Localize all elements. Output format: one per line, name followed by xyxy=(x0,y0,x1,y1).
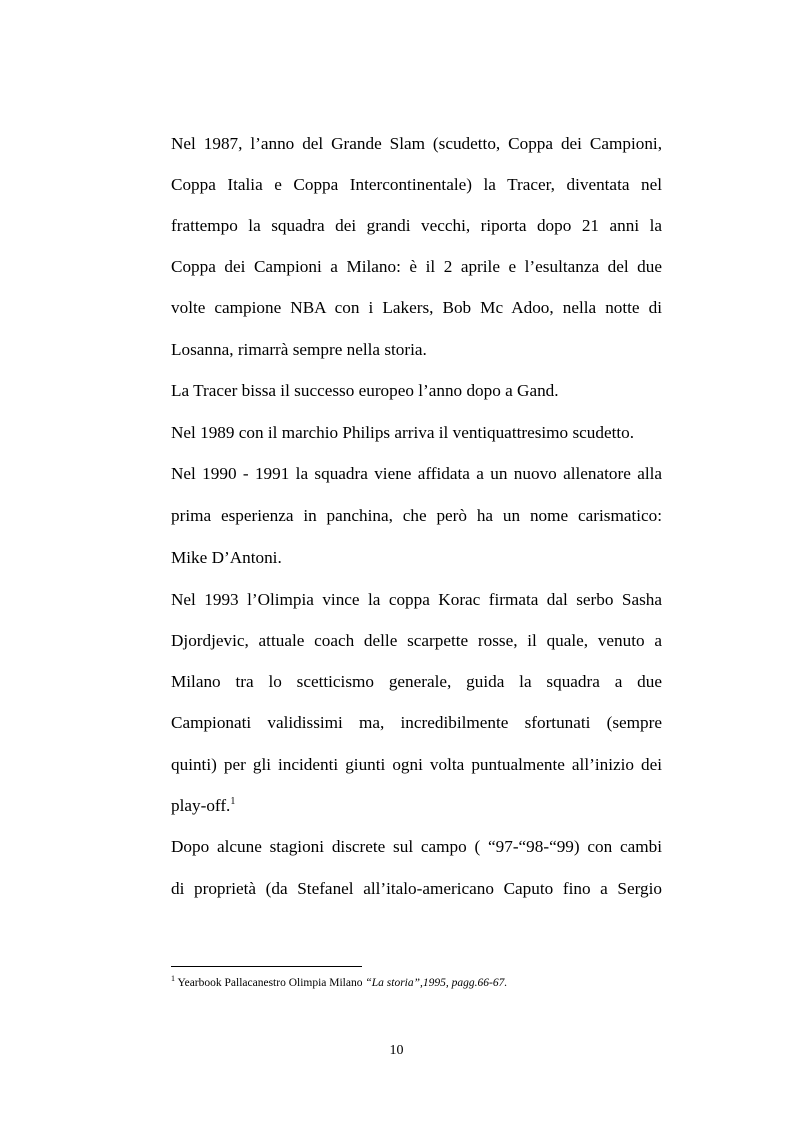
body-line-9: Nel 1990 - 1991 la squadra viene affidata a un nuovo allenatore alla xyxy=(171,464,662,483)
footnote-marker: 1 xyxy=(171,974,175,983)
body-line-19: di proprietà (da Stefanel all’italo-americano Caputo fino a Sergio xyxy=(171,879,662,898)
footnote-reference[interactable]: 1 xyxy=(230,796,236,807)
body-line-7: La Tracer bissa il successo europeo l’anno dopo a Gand. xyxy=(171,381,559,400)
body-line-15: Campionati validissimi ma, incredibilmente sfortunati (sempre xyxy=(171,713,662,732)
body-line-16: quinti) per gli incidenti giunti ogni volta puntualmente all’inizio dei xyxy=(171,755,662,774)
footnote-separator xyxy=(171,966,362,967)
body-line-17-text: play-off. xyxy=(171,796,231,815)
body-line-8: Nel 1989 con il marchio Philips arriva il ventiquattresimo scudetto. xyxy=(171,423,635,442)
footnote-title: “La storia”,1995, pagg.66-67. xyxy=(365,977,508,989)
body-line-6: Losanna, rimarrà sempre nella storia. xyxy=(171,340,427,359)
body-line-14: Milano tra lo scetticismo generale, guida la squadra a due xyxy=(171,672,662,691)
footnote-text: Yearbook Pallacanestro Olimpia Milano xyxy=(175,977,366,989)
body-line-3: frattempo la squadra dei grandi vecchi, riporta dopo 21 anni la xyxy=(171,216,662,235)
page-number: 10 xyxy=(389,1043,404,1058)
body-line-1: Nel 1987, l’anno del Grande Slam (scudetto, Coppa dei Campioni, xyxy=(171,134,662,153)
body-line-18: Dopo alcune stagioni discrete sul campo ( “97-“98-“99) con cambi xyxy=(171,837,662,856)
footnote xyxy=(171,975,507,991)
body-line-13: Djordjevic, attuale coach delle scarpette rosse, il quale, venuto a xyxy=(171,631,662,650)
body-line-11: Mike D’Antoni. xyxy=(171,548,282,567)
body-line-2: Coppa Italia e Coppa Intercontinentale) la Tracer, diventata nel xyxy=(171,175,662,194)
body-line-10: prima esperienza in panchina, che però ha un nome carismatico: xyxy=(171,506,662,525)
body-line-5: volte campione NBA con i Lakers, Bob Mc Adoo, nella notte di xyxy=(171,298,662,317)
body-line-4: Coppa dei Campioni a Milano: è il 2 aprile e l’esultanza del due xyxy=(171,257,662,276)
body-line-17 xyxy=(171,796,235,816)
body-line-12: Nel 1993 l’Olimpia vince la coppa Korac firmata dal serbo Sasha xyxy=(171,590,662,609)
